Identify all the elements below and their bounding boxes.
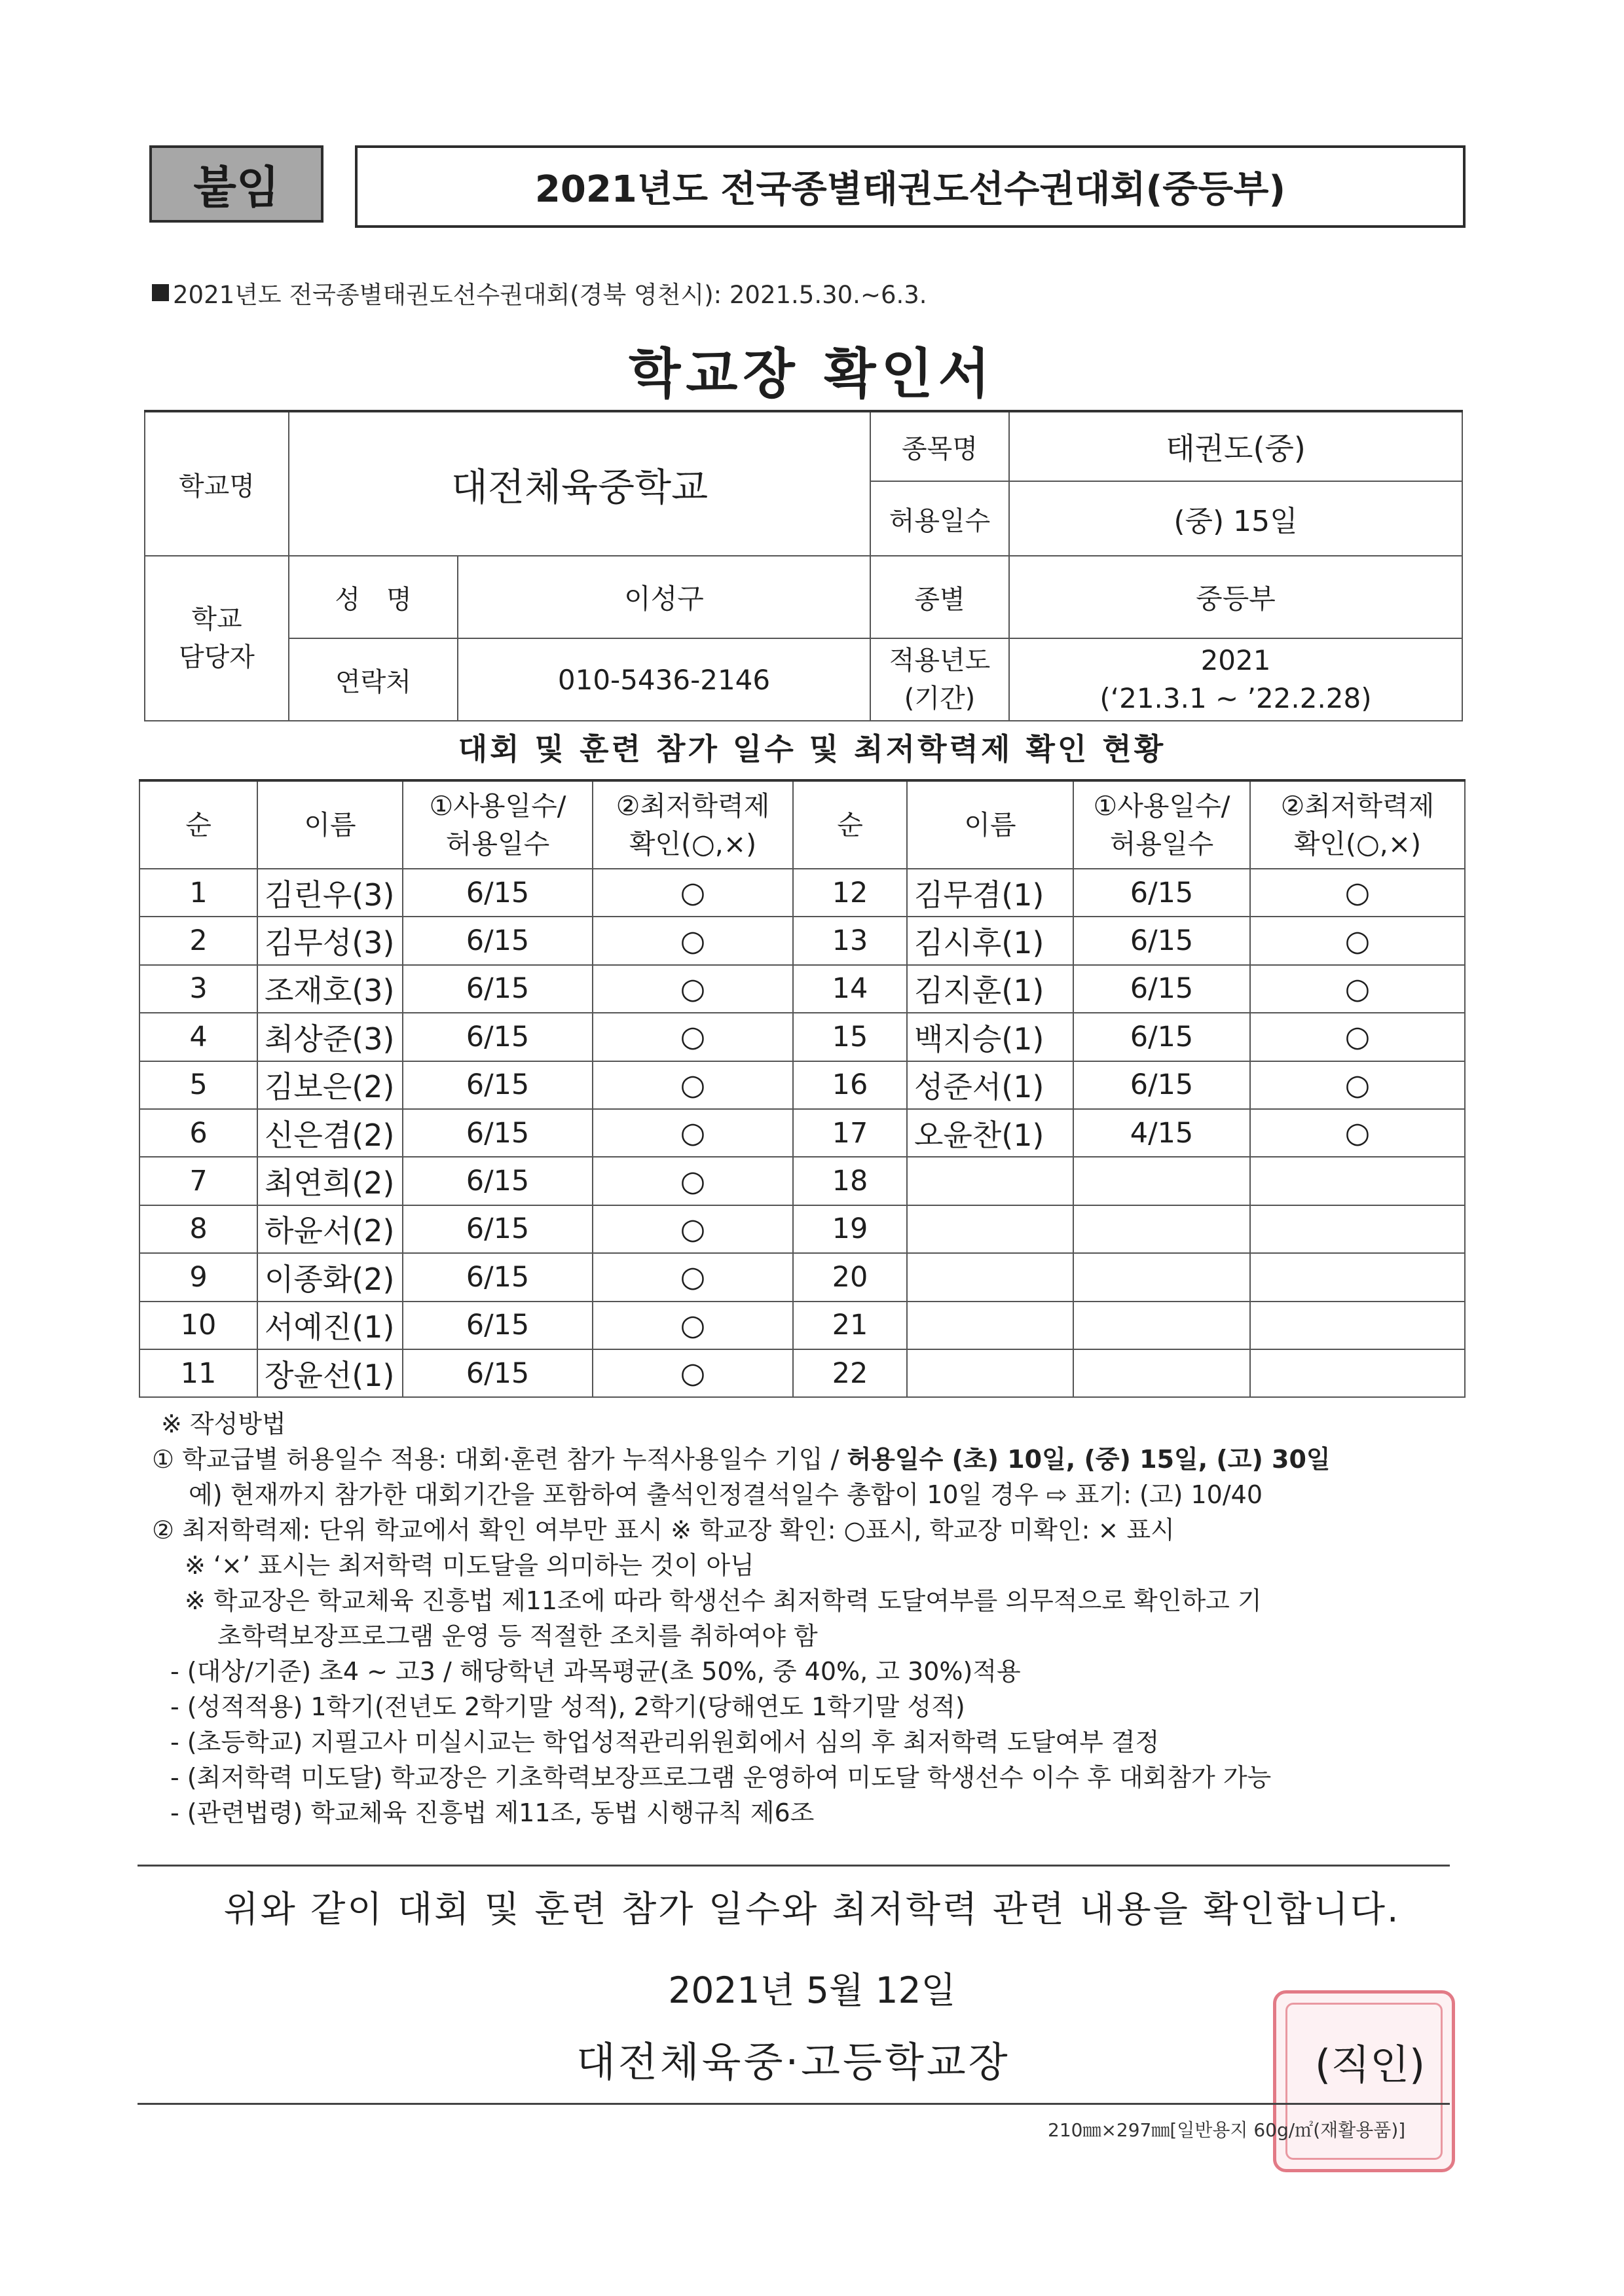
student-name: 최상준(3) (257, 1013, 403, 1061)
table-row (139, 1013, 1465, 1061)
confirmation-statement: 위와 같이 대회 및 훈련 참가 일수와 최저학력 관련 내용을 확인합니다. (223, 1888, 1401, 1930)
table-row (139, 869, 1465, 917)
student-name: 서예진(1) (257, 1302, 403, 1349)
used-days (1073, 1253, 1250, 1301)
min-academic-check: ○ (593, 965, 793, 1013)
used-days: 6/15 (1073, 1013, 1250, 1061)
min-academic-check: ○ (593, 1061, 793, 1109)
detail-5: - (관련법령) 학교체육 진흥법 제11조, 동법 시행규칙 제6조 (170, 1798, 815, 1827)
student-name: 김보은(2) (257, 1061, 403, 1109)
header-used-days-right (1073, 780, 1250, 869)
document-title: 학교장 확인서 (629, 343, 995, 405)
notes-heading: ※ 작성방법 (161, 1410, 286, 1438)
header-min-academic-line2: 확인(○,×) (1293, 828, 1422, 860)
manager-name-value: 이성구 (458, 556, 870, 638)
student-name: 조재호(3) (257, 965, 403, 1013)
min-academic-check: ○ (593, 917, 793, 964)
allowed-days-value: (중) 15일 (1009, 481, 1462, 556)
min-academic-check: ○ (593, 1349, 793, 1397)
division-value: 중등부 (1009, 556, 1462, 638)
detail-2: - (성적적용) 1학기(전년도 2학기말 성적), 2학기(당해연도 1학기말 성적) (170, 1692, 965, 1721)
row-no: 7 (139, 1157, 257, 1205)
row-no: 14 (793, 965, 907, 1013)
used-days: 6/15 (403, 1253, 593, 1301)
header-used-days-left (403, 780, 593, 869)
contact-value: 010-5436-2146 (458, 638, 870, 721)
student-name: 김지훈(1) (907, 965, 1073, 1013)
writing-instructions (152, 1406, 1475, 1831)
issue-date: 2021년 5월 12일 (668, 1969, 956, 2011)
used-days: 6/15 (403, 965, 593, 1013)
row-no: 15 (793, 1013, 907, 1061)
header-no-left: 순 (139, 780, 257, 869)
min-academic-check: ○ (1250, 1013, 1465, 1061)
row-no: 21 (793, 1302, 907, 1349)
min-academic-check (1250, 1157, 1465, 1205)
table-row (139, 1109, 1465, 1157)
school-name-label: 학교명 (145, 411, 289, 556)
min-academic-check: ○ (593, 1013, 793, 1061)
table-row (139, 1157, 1465, 1205)
student-name: 김린우(3) (257, 869, 403, 917)
divider-bottom (138, 2103, 1450, 2105)
applied-year-value (1009, 638, 1462, 721)
row-no: 17 (793, 1109, 907, 1157)
header-used-days-line1: ①사용일수/ (429, 790, 566, 822)
note-1-allowed-days: 허용일수 (초) 10일, (중) 15일, (고) 30일 (847, 1445, 1331, 1474)
table-row (139, 917, 1465, 964)
note-3: ※ ‘×’ 표시는 최저학력 미도달을 의미하는 것이 아님 (185, 1551, 754, 1580)
manager-label (145, 556, 289, 721)
row-no: 16 (793, 1061, 907, 1109)
student-name (907, 1253, 1073, 1301)
header-name-right: 이름 (907, 780, 1073, 869)
student-name: 성준서(1) (907, 1061, 1073, 1109)
manager-name-label: 성 명 (289, 556, 458, 638)
table-row (139, 965, 1465, 1013)
min-academic-check: ○ (593, 1109, 793, 1157)
student-name (907, 1205, 1073, 1253)
student-name: 이종화(2) (257, 1253, 403, 1301)
division-label: 종별 (870, 556, 1009, 638)
row-no: 3 (139, 965, 257, 1013)
student-name: 최연희(2) (257, 1157, 403, 1205)
note-1 (152, 1442, 1475, 1477)
paper-spec: 210㎜×297㎜[일반용지 60g/㎡(재활용품)] (1048, 2119, 1406, 2141)
min-academic-check: ○ (593, 1205, 793, 1253)
square-bullet-icon (152, 284, 169, 301)
student-name: 김무성(3) (257, 917, 403, 964)
row-no: 19 (793, 1205, 907, 1253)
used-days: 6/15 (403, 1205, 593, 1253)
used-days (1073, 1205, 1250, 1253)
student-name: 김무겸(1) (907, 869, 1073, 917)
used-days: 6/15 (403, 1061, 593, 1109)
min-academic-check: ○ (1250, 869, 1465, 917)
attachment-tag: 붙임 (149, 145, 323, 223)
seal-label: (직인) (1315, 2041, 1426, 2088)
table-row (139, 1061, 1465, 1109)
row-no: 9 (139, 1253, 257, 1301)
note-4-cont: 초학력보장프로그램 운영 등 적절한 조치를 취하여야 함 (217, 1622, 818, 1650)
used-days: 6/15 (403, 917, 593, 964)
event-info (152, 275, 927, 310)
table-row (139, 1205, 1465, 1253)
min-academic-check (1250, 1302, 1465, 1349)
table-row (139, 1253, 1465, 1301)
detail-3: - (초등학교) 지필고사 미실시교는 학업성적관리위원회에서 심의 후 최저학력 도달여부 결정 (170, 1728, 1160, 1757)
applied-year-value-line1: 2021 (1200, 644, 1271, 676)
note-2: ② 최저학력제: 단위 학교에서 확인 여부만 표시 ※ 학교장 확인: ○표시, 학교장 미확인: × 표시 (152, 1516, 1175, 1544)
note-4: ※ 학교장은 학교체육 진흥법 제11조에 따라 학생선수 최저학력 도달여부를 의무적으로 확인하고 기 (185, 1586, 1262, 1615)
student-name (907, 1302, 1073, 1349)
school-name-value: 대전체육중학교 (289, 411, 870, 556)
detail-1: - (대상/기준) 초4 ~ 고3 / 해당학년 과목평균(초 50%, 중 40%, 고 30%)적용 (170, 1657, 1021, 1686)
participation-table (139, 779, 1466, 1398)
header-used-days-line1: ①사용일수/ (1093, 790, 1230, 822)
used-days: 6/15 (1073, 917, 1250, 964)
row-no: 18 (793, 1157, 907, 1205)
min-academic-check: ○ (1250, 1061, 1465, 1109)
min-academic-check (1250, 1349, 1465, 1397)
table-row (139, 1302, 1465, 1349)
used-days: 6/15 (403, 1302, 593, 1349)
header-min-academic-right (1250, 780, 1465, 869)
row-no: 1 (139, 869, 257, 917)
min-academic-check: ○ (593, 1302, 793, 1349)
student-name: 백지승(1) (907, 1013, 1073, 1061)
applied-year-label-line1: 적용년도 (889, 646, 991, 676)
row-no: 8 (139, 1205, 257, 1253)
applied-year-label-line2: (기간) (904, 683, 976, 714)
student-name: 오윤찬(1) (907, 1109, 1073, 1157)
student-name: 김시후(1) (907, 917, 1073, 964)
table-row (139, 1349, 1465, 1397)
used-days (1073, 1302, 1250, 1349)
used-days: 6/15 (403, 869, 593, 917)
used-days: 6/15 (1073, 965, 1250, 1013)
manager-label-line2: 담당자 (179, 642, 255, 672)
student-name (907, 1349, 1073, 1397)
min-academic-check: ○ (1250, 1109, 1465, 1157)
min-academic-check: ○ (593, 869, 793, 917)
student-name (907, 1157, 1073, 1205)
row-no: 22 (793, 1349, 907, 1397)
used-days: 6/15 (403, 1109, 593, 1157)
used-days: 6/15 (403, 1013, 593, 1061)
divider-top (138, 1865, 1450, 1867)
used-days: 4/15 (1073, 1109, 1250, 1157)
row-no: 6 (139, 1109, 257, 1157)
header-no-right: 순 (793, 780, 907, 869)
student-name: 신은겸(2) (257, 1109, 403, 1157)
sport-value: 태권도(중) (1009, 411, 1462, 481)
detail-4: - (최저학력 미도달) 학교장은 기초학력보장프로그램 운영하여 미도달 학생선수 이수 후 대회참가 가능 (170, 1763, 1272, 1792)
used-days: 6/15 (1073, 869, 1250, 917)
used-days (1073, 1157, 1250, 1205)
header-min-academic-line1: ②최저학력제 (1280, 790, 1435, 822)
header-used-days-line2: 허용일수 (445, 828, 550, 860)
contact-label: 연락처 (289, 638, 458, 721)
min-academic-check: ○ (1250, 965, 1465, 1013)
used-days: 6/15 (403, 1349, 593, 1397)
student-name: 하윤서(2) (257, 1205, 403, 1253)
row-no: 10 (139, 1302, 257, 1349)
used-days: 6/15 (403, 1157, 593, 1205)
min-academic-check: ○ (593, 1157, 793, 1205)
min-academic-check (1250, 1205, 1465, 1253)
note-1-example: 예) 현재까지 참가한 대회기간을 포함하여 출석인정결석일수 총합이 10일 경우 ⇨ 표기: (고) 10/40 (189, 1480, 1263, 1509)
school-info-table (144, 410, 1463, 721)
applied-year-label (870, 638, 1009, 721)
row-no: 13 (793, 917, 907, 964)
min-academic-check: ○ (593, 1253, 793, 1301)
header-min-academic-line2: 확인(○,×) (629, 828, 757, 860)
row-no: 20 (793, 1253, 907, 1301)
used-days: 6/15 (1073, 1061, 1250, 1109)
principal-title: 대전체육중·고등학교장 (576, 2038, 1010, 2086)
row-no: 2 (139, 917, 257, 964)
header-used-days-line2: 허용일수 (1109, 828, 1214, 860)
min-academic-check (1250, 1253, 1465, 1301)
sport-label: 종목명 (870, 411, 1009, 481)
header-name-left: 이름 (257, 780, 403, 869)
row-no: 4 (139, 1013, 257, 1061)
row-no: 11 (139, 1349, 257, 1397)
header-min-academic-line1: ②최저학력제 (616, 790, 770, 822)
event-info-text: 2021년도 전국종별태권도선수권대회(경북 영천시): 2021.5.30.~6.3. (173, 281, 927, 309)
header-title: 2021년도 전국종별태권도선수권대회(중등부) (355, 145, 1466, 228)
row-no: 12 (793, 869, 907, 917)
used-days (1073, 1349, 1250, 1397)
table-title: 대회 및 훈련 참가 일수 및 최저학력제 확인 현황 (458, 731, 1166, 767)
row-no: 5 (139, 1061, 257, 1109)
min-academic-check: ○ (1250, 917, 1465, 964)
applied-year-value-line2: (‘21.3.1 ~ ’22.2.28) (1099, 682, 1372, 714)
note-1-text: ① 학교급별 허용일수 적용: 대회·훈련 참가 누적사용일수 기입 / (152, 1445, 847, 1474)
manager-label-line1: 학교 (191, 604, 242, 634)
allowed-days-label: 허용일수 (870, 481, 1009, 556)
student-name: 장윤선(1) (257, 1349, 403, 1397)
header-min-academic-left (593, 780, 793, 869)
